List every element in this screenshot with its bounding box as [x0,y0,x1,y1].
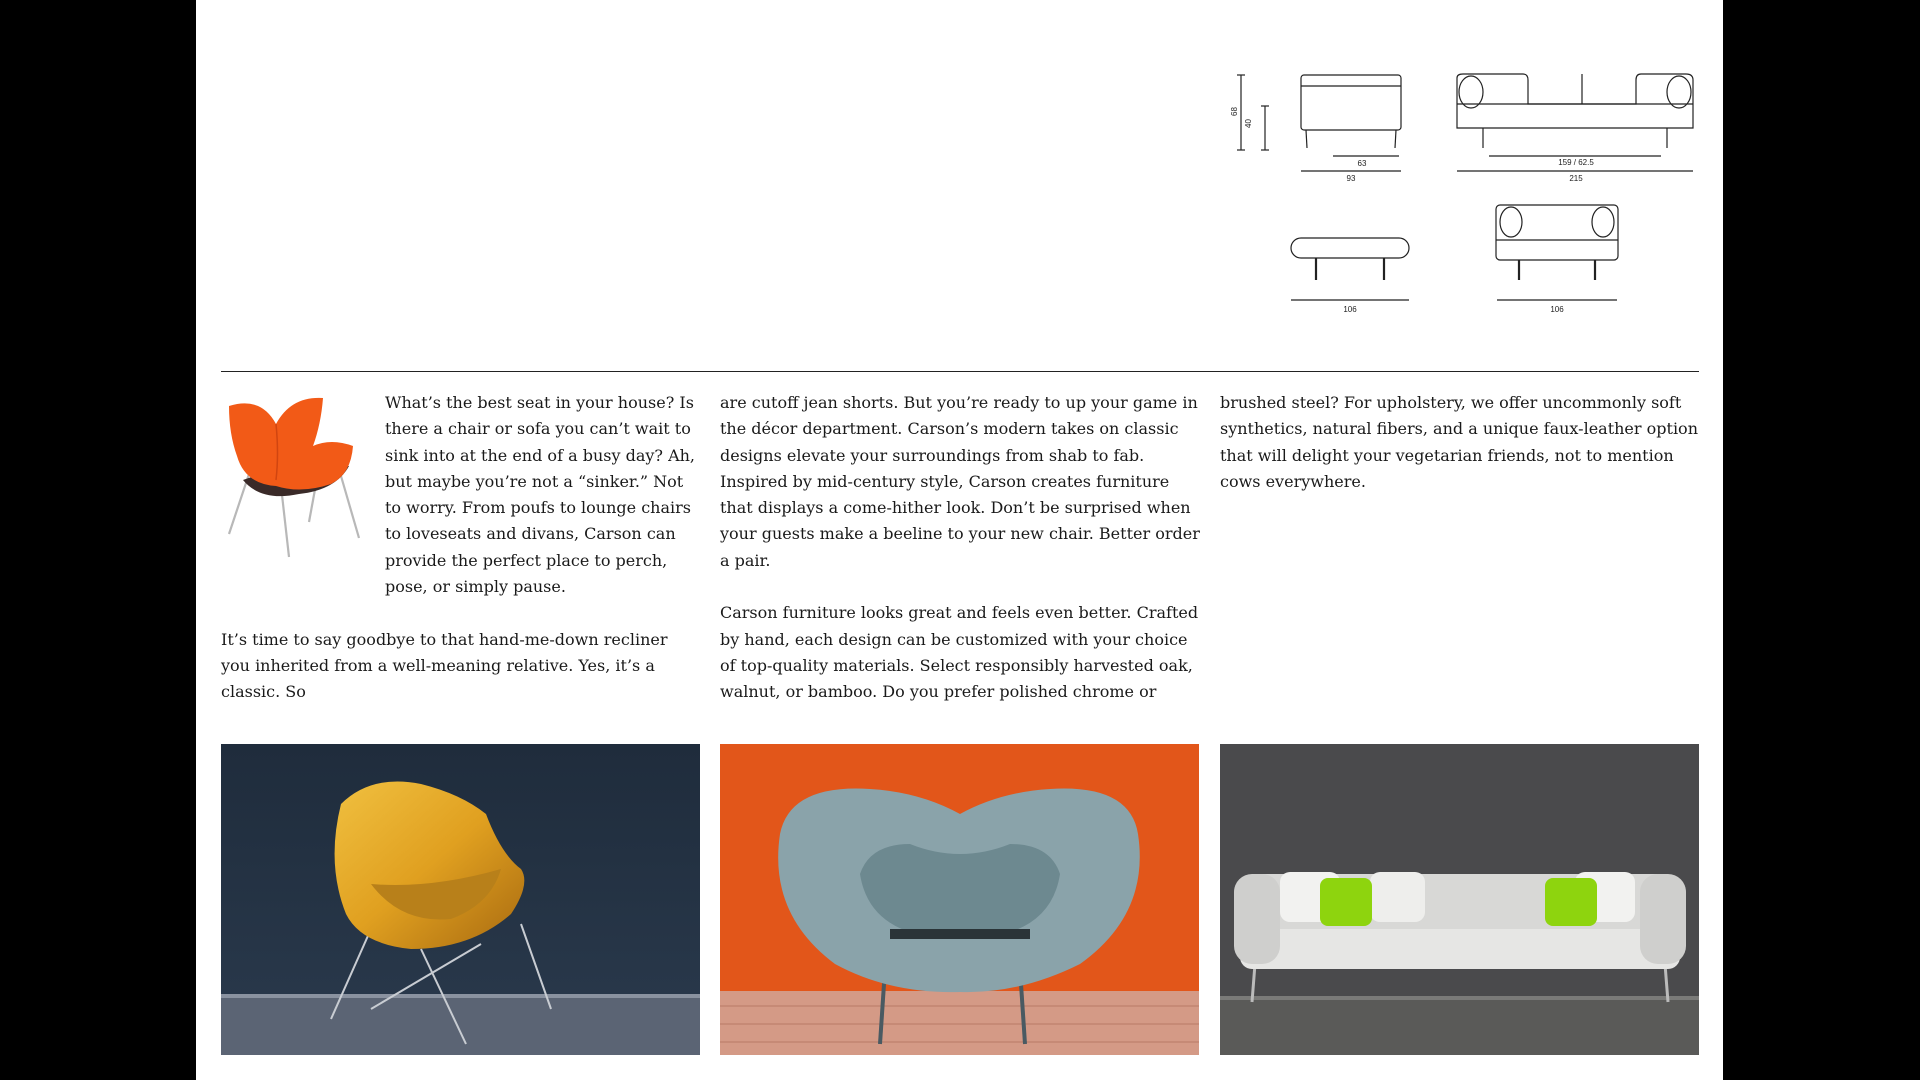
paragraph-upholstery: brushed steel? For upholstery, we offer uncommonly soft synthetics, natural fibers, and a unique faux-leather option that will delight your vegetarian friends, not to mention cows everywhere. [1220,393,1698,491]
chair-drawing [1496,205,1618,300]
sofa-drawing [1457,74,1693,171]
photo-blue-round-chair [720,744,1199,1055]
section-divider [221,371,1699,372]
dim-sofa-width: 215 [1569,174,1583,183]
bench-drawing [1291,238,1409,300]
text-column-1 [221,390,701,706]
text-column-3 [1220,390,1702,495]
dim-armchair-height-total: 68 [1230,107,1239,116]
paragraph-recliner: It’s time to say goodbye to that hand-me-down recliner you inherited from a well-meaning relative. Yes, it’s a classic. So [221,629,668,702]
dim-armchair-width: 93 [1346,174,1356,183]
dim-armchair-seat-width: 63 [1357,159,1367,168]
paragraph-decor: are cutoff jean shorts. But you’re ready to up your game in the décor department. Carson’s modern takes on classic designs elevate your surroundings from shab to fab. Inspired by mid-century style, Carson creates furniture that displays a come-hither look. Don’t be surprised when your guests make a beeline to your new chair. Better order a pair. [720,393,1200,570]
orange-chair-thumbnail [221,394,371,566]
photo-white-sofa [1220,744,1699,1055]
paragraph-materials: Carson furniture looks great and feels even better. Crafted by hand, each design can be customized with your choice of top-quality materials. Select responsibly harvested oak, walnut, or bamboo. Do you prefer polished chrome or [720,603,1199,702]
dim-chair-width: 106 [1550,305,1564,314]
dim-armchair-height-seat: 40 [1244,119,1253,128]
photo-yellow-lounge-chair [221,744,700,1055]
dim-sofa-seat-width: 159 / 62.5 [1558,158,1594,167]
intro-paragraph: What’s the best seat in your house? Is there a chair or sofa you can’t wait to sink into at the end of a busy day? Ah, but maybe you’re not a “sinker.” Not to worry. From poufs to lounge chairs to loveseats and divans, Carson can provide the perfect place to perch, pose, or simply pause. [385,393,696,597]
armchair-drawing [1237,75,1401,171]
text-column-2 [720,390,1200,706]
catalog-page [196,0,1723,1080]
dim-bench-width: 106 [1343,305,1357,314]
dimension-drawings [1221,0,1721,340]
